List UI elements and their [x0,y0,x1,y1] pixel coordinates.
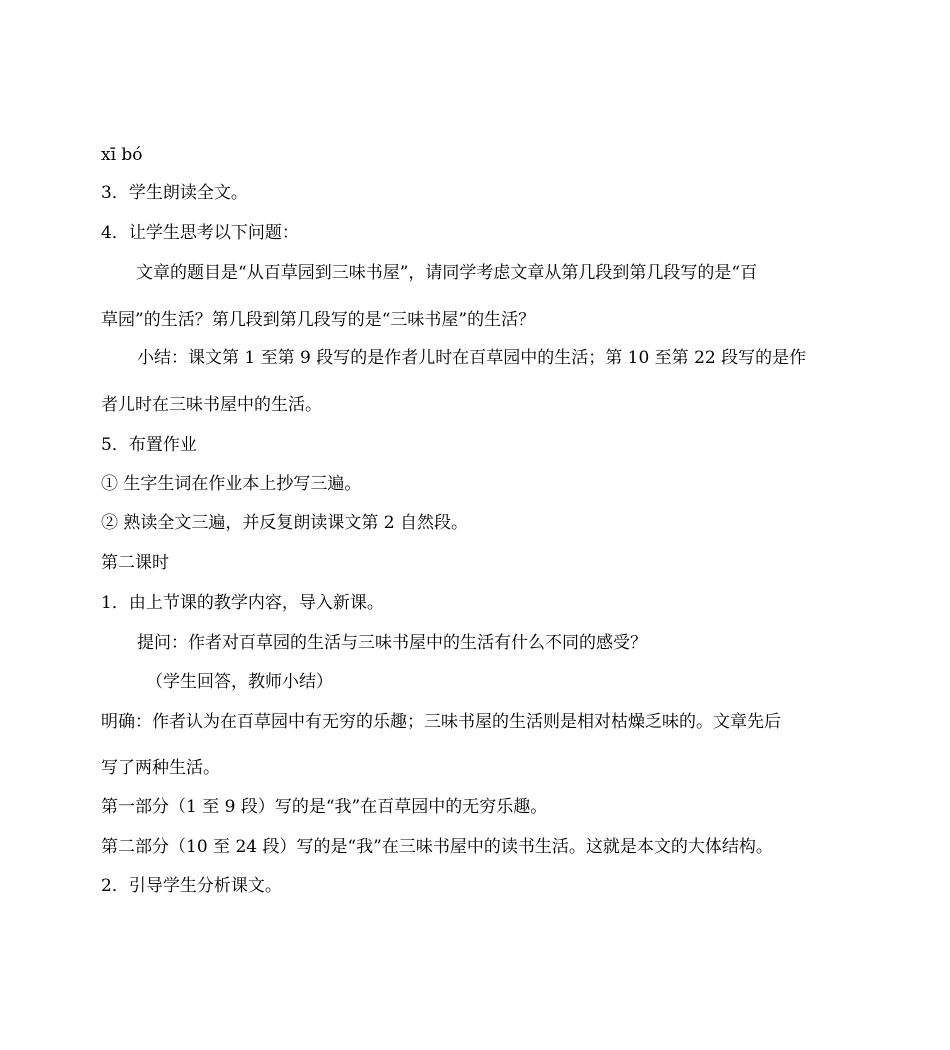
step-4-line: 4．让学生思考以下问题： [101,223,299,243]
summary-line-1: 小结：课文第 1 至第 9 段写的是作者儿时在百草园中的生活；第 10 至第 22 段写的是作 [137,348,807,368]
question-prompt-line: 提问：作者对百草园的生活与三味书屋中的生活有什么不同的感受？ [137,633,647,653]
homework-item-2: ② 熟读全文三遍，并反复朗读课文第 2 自然段。 [101,513,469,533]
clarification-line-2: 写了两种生活。 [101,758,220,778]
student-answer-note: （学生回答，教师小结） [146,672,333,692]
step-5-line: 5．布置作业 [101,435,197,455]
pinyin-line: xī bó [101,145,143,165]
lesson-2-step-2: 2．引导学生分析课文。 [101,876,282,896]
summary-line-2: 者儿时在三味书屋中的生活。 [101,395,322,415]
question-line-2: 草园”的生活？第几段到第几段写的是“三味书屋”的生活？ [101,310,536,330]
lesson-2-heading: 第二课时 [101,553,169,573]
part-1-line: 第一部分（1 至 9 段）写的是“我”在百草园中的无穷乐趣。 [101,797,548,817]
step-3-line: 3．学生朗读全文。 [101,183,248,203]
part-2-line: 第二部分（10 至 24 段）写的是“我”在三味书屋中的读书生活。这就是本文的大体结构。 [101,837,773,857]
clarification-line-1: 明确：作者认为在百草园中有无穷的乐趣；三味书屋的生活则是相对枯燥乏味的。文章先后 [101,712,781,732]
homework-item-1: ① 生字生词在作业本上抄写三遍。 [101,474,362,494]
question-line-1: 文章的题目是“从百草园到三味书屋”，请同学考虑文章从第几段到第几段写的是“百 [136,263,758,283]
lesson-2-step-1: 1．由上节课的教学内容，导入新课。 [101,593,384,613]
